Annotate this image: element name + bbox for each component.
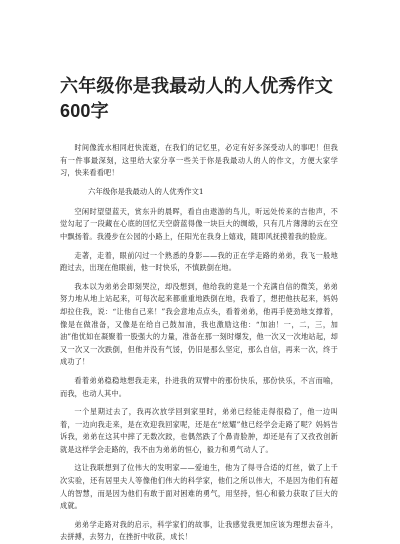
body-paragraph-7: 弟弟学走路对我的启示，科学家们的故事，让我感觉我更加应该为理想去奋斗，去拼搏，去努力，在挫折中收获，成长！: [60, 519, 338, 542]
body-paragraph-3: 我本以为弟弟会即刻哭泣，却没想到，他给我的竟是一个充满自信的微笑，弟弟努力地从地上站起来，可每次起来都重重地跌倒在地，我看了，想把他扶起来，妈妈却拉住我，说：“让他自己来！”我会意地点点头，看着弟弟，他再手使劲地支撑着，像是在做准备，又像是在给自己鼓加油，我也激励这他：“加油！一，二，三，加油”他忧如在凝聚着一股强大的力量，准备在那一刻时爆发，他一次又一次地站起，却又一次又一次跌倒，但他并没有气馁，仍旧是那么坚定，那么自信，再来一次，终于成功了！: [60, 281, 338, 367]
section-title: 六年级你是我最动人的人优秀作文1: [88, 186, 204, 196]
intro-paragraph: 时间像流水相同赶快流逝，在我们的记忆里，必定有好多深受动人的事吧！但我有一件事最深刻，这里给大家分享一些关于你是我最动人的人的作文，方便大家学习，快来看看吧！: [60, 143, 338, 178]
body-paragraph-2: 走著，走着，眼前闪过一个熟悉的身影——我的正在学走路的弟弟，我飞一般地跑过去，出现在他眼前，他一时快乐，不慎跌倒在地。: [60, 250, 338, 273]
body-paragraph-5: 一个星期过去了，我再次放学回到家里时，弟弟已经能走得很稳了，他一边叫着，一边向我走来，是在欢迎我回家呢，还是在“炫耀”他已经学会走路了呢？妈妈告诉我，弟弟在这其中摔了无数次跤，也偶然跌了个鼻青脸肿，却还是有了又孜孜创新就是这样学会走路的，我不由为弟弟的恒心，毅力和勇气动人了。: [60, 407, 338, 454]
document-title: 六年级你是我最动人的人优秀作文600字: [60, 76, 333, 121]
body-paragraph-4: 看着弟弟稳稳地想我走来，扑进我的双臂中的那份快乐，那份快乐，不言而喻，而我，也动人其中。: [60, 375, 338, 398]
body-paragraph-1: 空闲时望望蓝天，赏东升的晨晖，看自由遨游的鸟儿，听远处传来的吉他声，不觉勾起了一段藏在心底的回忆天空蔚蓝得像一块巨大的绸缎，只有几片薄薄的云在空中飘扬着。我漫步在公园的小路上，任阳光在我身上嬉戏，随即风抚摸着我的脸庞。: [60, 206, 338, 241]
body-paragraph-6: 这让我联想到了位伟大的发明家——爱迪生，他为了得寻合适的灯丝，做了上千次实验，还有居里夫人等像他们伟大的科学家，他们之所以伟大，不是因为他们有超人的智慧，而是因为他们有敢于面对困难的勇气，用坚持，恒心和毅力获取了巨大的成就。: [60, 463, 338, 511]
